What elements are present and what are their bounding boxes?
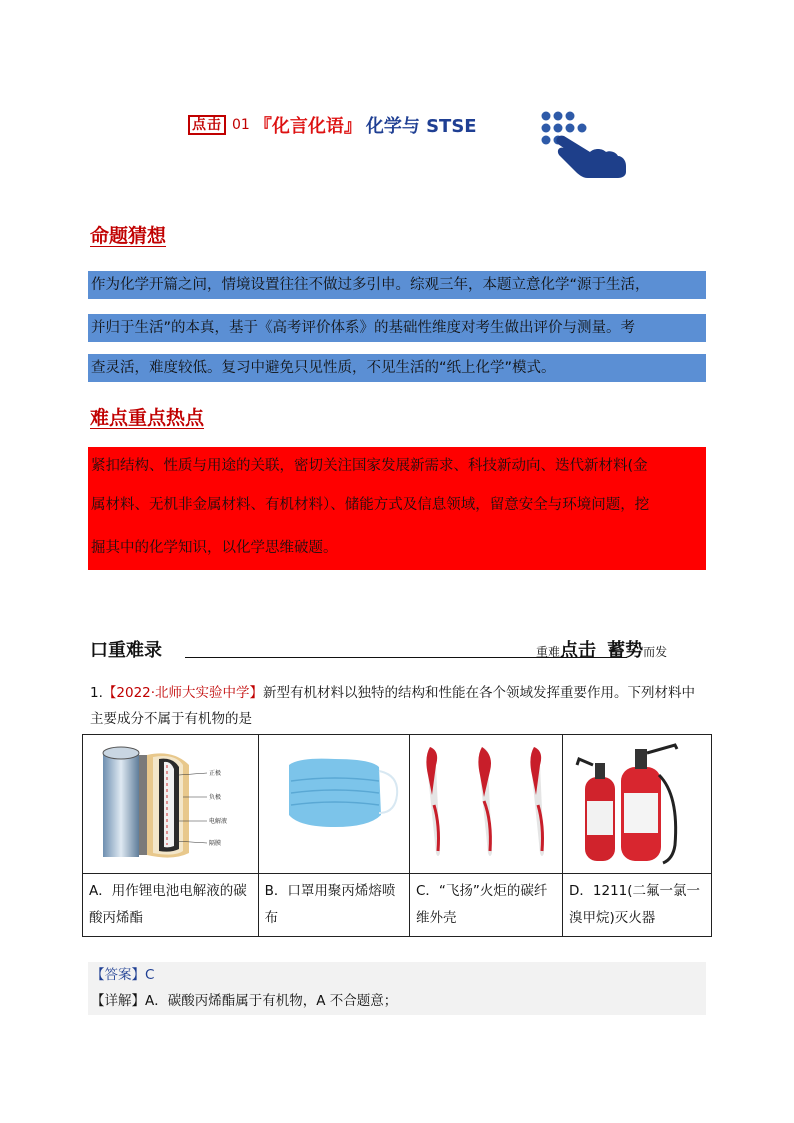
answer-value: C (145, 967, 155, 983)
option-a-line-2: 酸丙烯酯 (89, 910, 143, 926)
focus-heading: 难点重点热点 (90, 407, 205, 429)
focus-line-1: 紧扣结构、性质与用途的关联，密切关注国家发展新需求、科技新动向、迭代新材料(金 (91, 458, 648, 474)
slogan-small-2: 而发 (643, 645, 668, 659)
label-electrolyte: 电解液 (209, 818, 228, 825)
detail-label: 【详解】 (91, 993, 145, 1009)
stamp-badge: 点击 (188, 115, 226, 135)
slogan-small-1: 重难 (536, 645, 561, 659)
answer-label: 【答案】 (91, 967, 145, 983)
label-negative: 负极 (209, 794, 222, 801)
option-d (563, 874, 712, 937)
question-stem-1: 新型有机材料以独特的结构和性能在各个领域发挥重要作用。下列材料中 (263, 685, 696, 701)
torch-image (410, 735, 562, 869)
guess-line-2: 并归于生活”的本真，基于《高考评价体系》的基础性维度对考生做出评价与测量。考 (88, 314, 706, 342)
guess-heading: 命题猜想 (90, 225, 167, 247)
guess-text-block (88, 270, 706, 382)
pointing-hand-icon (538, 108, 630, 178)
question-line-2: 主要成分不属于有机物的是 (90, 711, 252, 727)
option-a-line-1: A．用作锂电池电解液的碳 (89, 883, 247, 899)
option-b-line-1: B．口罩用聚丙烯熔喷 (264, 883, 396, 899)
fire-extinguisher-image (563, 735, 711, 869)
face-mask-image (259, 735, 409, 869)
detail-text: A．碳酸丙烯酯属于有机物，A 不合题意； (145, 993, 398, 1009)
option-a (83, 874, 259, 937)
record-slogan (536, 636, 667, 662)
guess-line-1: 作为化学开篇之问，情境设置往往不做过多引申。综观三年，本题立意化学“源于生活， (88, 271, 706, 299)
page-header (188, 110, 477, 140)
option-b-image-cell (258, 735, 409, 874)
label-positive: 正极 (209, 770, 222, 777)
option-d-line-2: 溴甲烷)灭火器 (569, 910, 656, 926)
detail-line (91, 989, 397, 1009)
option-c-line-1: C．“飞扬”火炬的碳纤 (415, 883, 548, 899)
question-line-1 (90, 681, 695, 701)
answer-block (88, 962, 706, 1015)
focus-line-2: 属材料、无机非金属材料、有机材料）、储能方式及信息领域，留意安全与环境问题，挖 (91, 497, 650, 513)
question-source: 【2022·北师大实验中学】 (102, 685, 264, 701)
option-c (409, 874, 562, 937)
header-number: 01 (232, 117, 250, 133)
header-subject: 化学与 STSE (365, 116, 477, 137)
slogan-big-1: 点击 (560, 640, 597, 661)
option-d-line-1: D．1211(二氟一氯一 (569, 883, 701, 899)
record-title: 口重难录 (90, 640, 162, 661)
guess-line-3: 查灵活，难度较低。复习中避免只见性质，不见生活的“纸上化学”模式。 (88, 354, 706, 382)
option-d-image-cell (563, 735, 712, 874)
option-b (258, 874, 409, 937)
option-c-image-cell (409, 735, 562, 874)
slogan-big-2: 蓄势 (607, 640, 644, 661)
focus-line-3: 掘其中的化学知识，以化学思维破题。 (91, 540, 338, 556)
header-bracket-title: 『化言化语』 (253, 116, 362, 137)
option-c-line-2: 维外壳 (415, 910, 457, 926)
option-b-line-2: 布 (264, 910, 279, 926)
record-section-header (90, 632, 710, 662)
options-table (82, 734, 712, 937)
option-a-image-cell (83, 735, 259, 874)
question-number: 1. (90, 685, 103, 701)
battery-cross-section-image (83, 735, 257, 869)
answer-line (91, 963, 154, 983)
label-separator: 隔膜 (209, 840, 222, 847)
focus-text-block (88, 447, 706, 570)
